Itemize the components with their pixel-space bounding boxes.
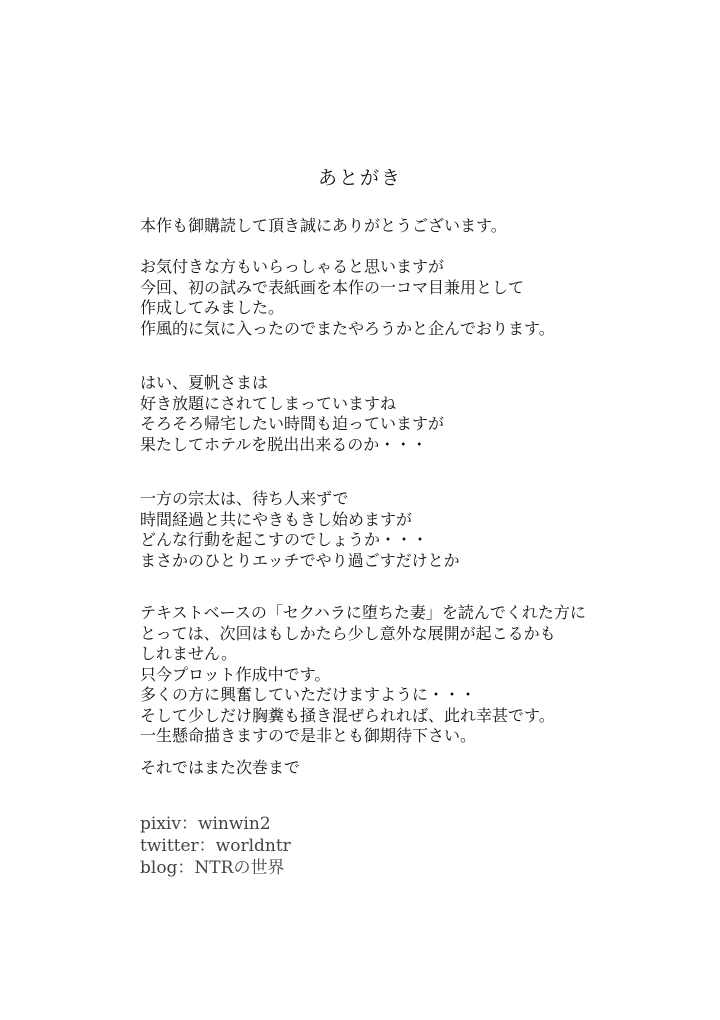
text-line: 一方の宗太は、待ち人来ずで	[140, 489, 349, 508]
paragraph-thanks	[140, 216, 507, 237]
text-line: 作成してみました。	[140, 298, 285, 317]
text-line: 果たしてホテルを脱出出来るのか・・・	[140, 434, 428, 454]
text-line: テキストベースの「セクハラに堕ちた妻」を読んでくれた方に	[140, 603, 586, 622]
text-line: 作風的に気に入ったのでまたやろうかと企んでおります。	[140, 318, 555, 338]
paragraph-kaho	[140, 373, 444, 455]
text-line: 多くの方に興奮していただけますように・・・	[140, 685, 477, 704]
twitter-handle: twitter：worldntr	[140, 836, 291, 856]
text-line: それではまた次巻まで	[140, 758, 301, 777]
text-line: 時間経過と共にやきもきし始めますが	[140, 509, 413, 529]
text-line: 只今プロット作成中です。	[140, 664, 331, 684]
text-line: 好き放題にされてしまっていますね	[140, 393, 397, 413]
contact-info	[140, 813, 291, 879]
page-title: あとがき	[317, 167, 402, 189]
paragraph-souta	[140, 489, 460, 571]
text-line: はい、夏帆さまは	[140, 373, 269, 392]
text-line: とっては、次回はもしかたら少し意外な展開が起こるかも	[140, 623, 556, 643]
pixiv-handle: pixiv：winwin2	[140, 814, 271, 834]
paragraph-closing	[140, 758, 300, 779]
paragraph-next-volume	[140, 603, 586, 747]
text-line: しれません。	[140, 644, 237, 663]
text-line: まさかのひとりエッチでやり過ごすだけとか	[140, 550, 460, 570]
text-line: 本作も御購読して頂き誠にありがとうございます。	[140, 216, 507, 235]
text-line: お気付きな方もいらっしゃると思いますが	[140, 257, 445, 276]
paragraph-cover	[140, 257, 555, 339]
text-line: そして少しだけ胸糞も掻き混ぜられれば、此れ幸甚です。	[140, 705, 555, 725]
text-line: どんな行動を起こすのでしょうか・・・	[140, 530, 429, 549]
text-line: 一生懸命描きますので是非とも御期待下さい。	[140, 726, 477, 745]
blog-name: blog：NTRの世界	[140, 858, 285, 878]
text-line: 今回、初の試みで表紙画を本作の一コマ目兼用として	[140, 277, 525, 297]
text-line: そろそろ帰宅したい時間も迫っていますが	[140, 414, 445, 433]
